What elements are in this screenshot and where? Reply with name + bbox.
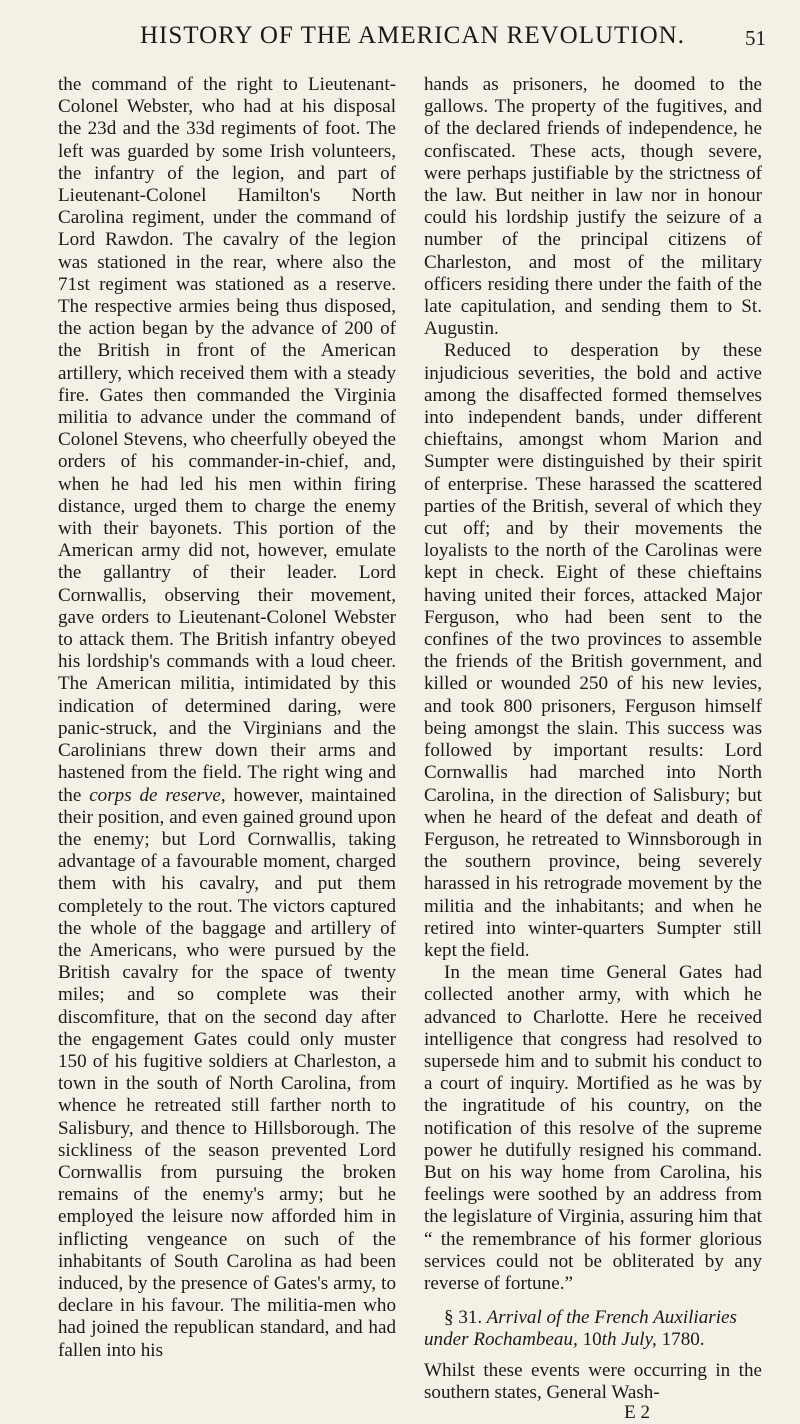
section-day: 10: [582, 1329, 602, 1351]
section-heading: [424, 1307, 762, 1351]
paragraph-text: the command of the right to Lieutenant-Colonel Webster, who had at his disposal the 23d and the 33d regiments of foot. The left was guarded by some Irish volunteers, the infantry of the legion, and part of Lieutenant-Colonel Hamilton's North Carolina regiment, under the command of Lord Rawdon. The cavalry of the legion was stationed in the rear, where also the 71st regiment was stationed as a reserve. The respective armies being thus disposed, the action began by the advance of 200 of the British in front of the American artillery, which received them with a steady fire. Gates then commanded the Virginia militia to advance under the command of Colonel Stevens, who cheerfully obeyed the orders of his commander-in-chief, and, when he had led his men within firing distance, urged them to charge the enemy with their bayonets. This portion of the American army did not, however, emulate the gallantry of their leader. Lord Cornwallis, observing their movement, gave orders to Lieutenant-Colonel Webster to attack them. The British infantry obeyed his lordship's commands with a loud cheer. The American militia, intimidated by this indication of determined daring, were panic-struck, and the Virginians and the Carolinians threw down their arms and hastened from the field. The right wing and the: [58, 74, 396, 806]
italic-term: corps de reserve: [89, 784, 221, 806]
signature-mark: E 2: [624, 1401, 650, 1423]
right-column: [424, 74, 762, 1424]
right-paragraph-4: Whilst these events were occurring in the southern states, General Wash-: [424, 1359, 762, 1403]
left-column: [58, 74, 396, 1362]
page-header: [0, 16, 800, 64]
section-number: § 31.: [444, 1307, 483, 1329]
right-paragraph-3: In the mean time General Gates had collected another army, with which he advanced to Charlotte. Here he received intelligence that congress had resolved to supersede him and to submit his conduct to a court of inquiry. Mortified as he was by the ingratitude of his country, on the notification of this resolve of the supreme power he dutifully resigned his command. But on his way home from Carolina, his feelings were soothed by an address from the legislature of Virginia, assuring him that “ the remembrance of his former glorious services could not be obliterated by any reverse of fortune.”: [424, 962, 762, 1294]
section-day-suffix: th July,: [601, 1329, 657, 1351]
right-paragraph-1: hands as prisoners, he doomed to the gallows. The property of the fugitives, and of the declared friends of independence, he confiscated. These acts, though severe, were perhaps justifiable by the strictness of the law. But neither in law nor in honour could his lordship justify the seizure of a number of the principal citizens of Charleston, and most of the military officers residing there under the faith of the late capitulation, and sending them to St. Augustin.: [424, 74, 762, 340]
left-paragraph: [58, 74, 396, 1362]
section-year: 1780.: [661, 1329, 705, 1351]
paragraph-text: , however, maintained their position, and even gained ground upon the enemy; but Lord Cornwallis, taking advantage of a favourable moment, charged them with his cavalry, and put them completely to the rout. The victors captured the whole of the baggage and artillery of the Americans, who were pursued by the British cavalry for the space of twenty miles; and so complete was their discomfiture, that on the second day after the engagement Gates could only muster 150 of his fugitive soldiers at Charleston, a town in the south of North Carolina, from whence he retreated still farther north to Salisbury, and thence to Hillsborough. The sickliness of the season prevented Lord Cornwallis from pursuing the broken remains of the enemy's army; but he employed the leisure now afforded him in inflicting vengeance on such of the inhabitants of South Carolina as had been induced, by the presence of Gates's army, to declare in his favour. The militia-men who had joined the republican standard, and had fallen into his: [58, 784, 396, 1361]
running-title: HISTORY OF THE AMERICAN REVOLUTION.: [140, 22, 685, 49]
page-number: 51: [745, 26, 766, 50]
section-title: Arrival of the French Auxiliaries under Rochambeau,: [424, 1307, 737, 1351]
right-paragraph-2: Reduced to desperation by these injudicious severities, the bold and active among the disaffected formed themselves into independent bands, under different chieftains, amongst whom Marion and Sumpter were distinguished by their spirit of enterprise. These harassed the scattered parties of the British, several of which they cut off; and by their movements the loyalists to the north of the Carolinas were kept in check. Eight of these chieftains having united their forces, attacked Major Ferguson, who had been sent to the confines of the two provinces to assemble the friends of the British government, and killed or wounded 250 of his new levies, and took 800 prisoners, Ferguson himself being amongst the slain. This success was followed by important results: Lord Cornwallis had marched into North Carolina, in the direction of Salisbury; but when he heard of the defeat and death of Ferguson, he retreated to Winnsborough in the southern province, being severely harassed in his retrograde movement by the militia and the inhabitants; and when he retired into winter-quarters Sumpter still kept the field.: [424, 340, 762, 961]
